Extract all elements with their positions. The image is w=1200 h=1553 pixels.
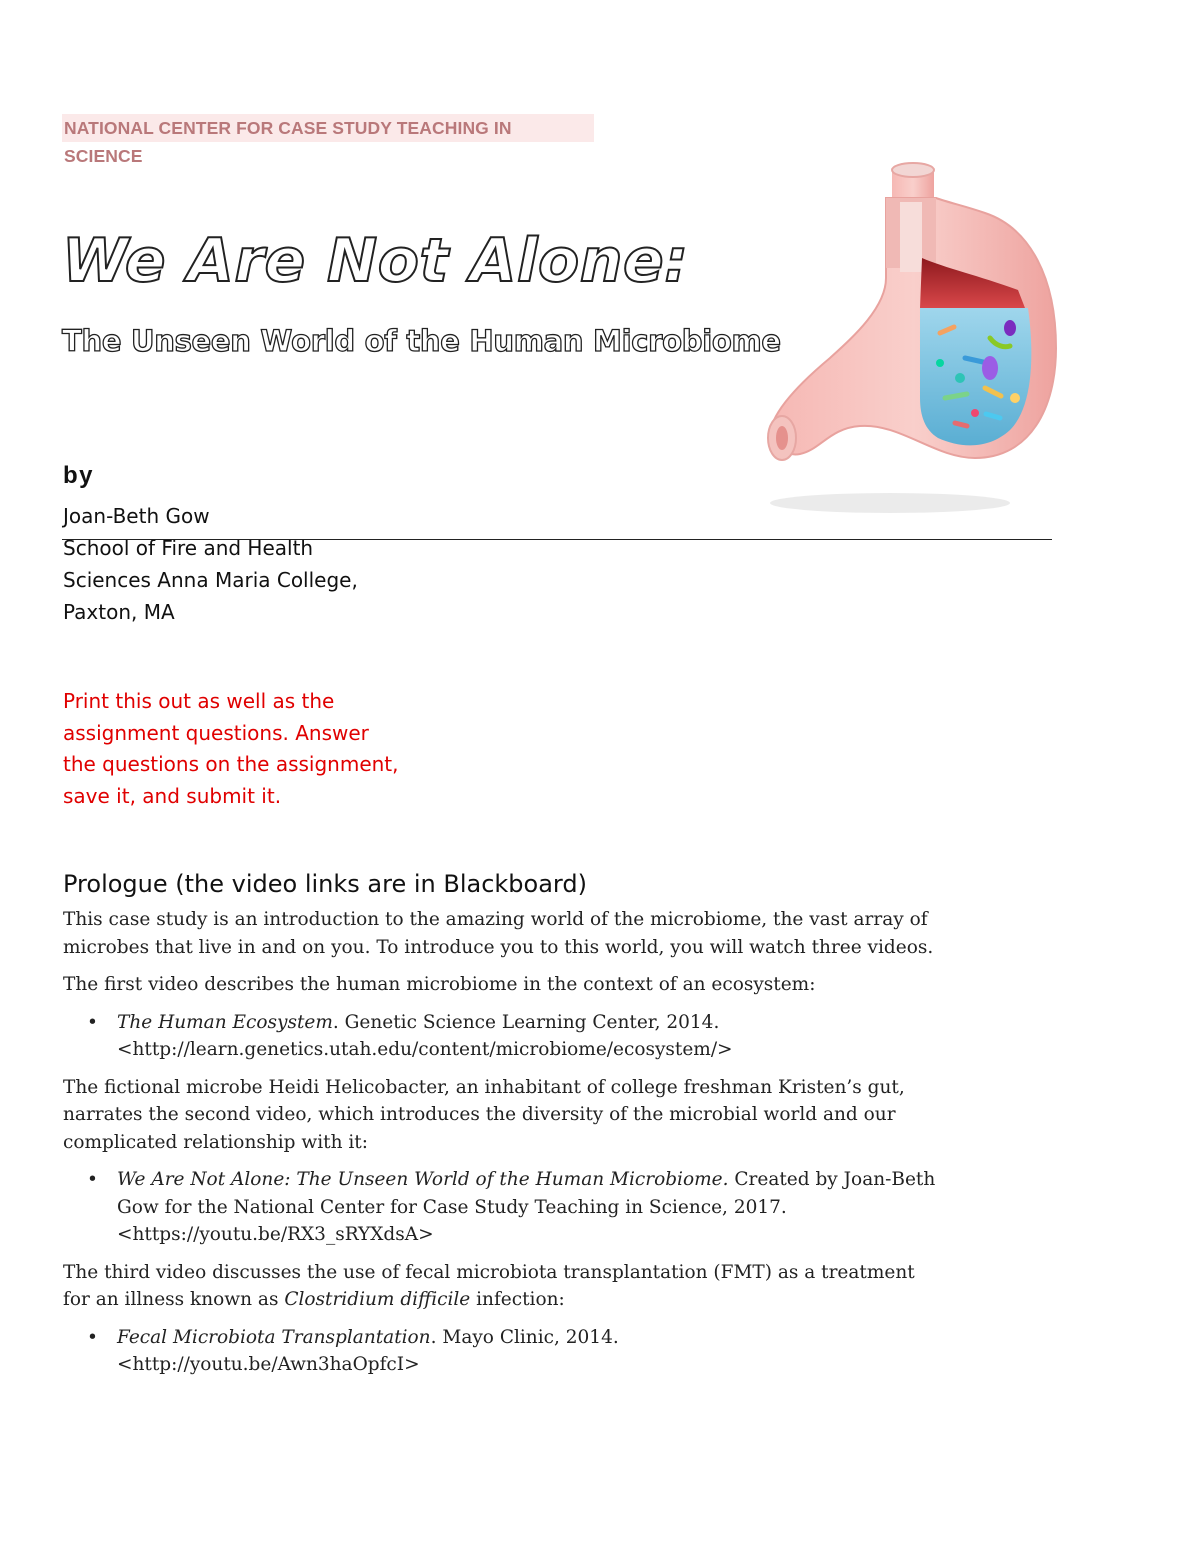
reference-source: . Mayo Clinic, 2014. [430, 1326, 619, 1348]
author-name: Joan-Beth Gow [63, 504, 210, 528]
reference-url[interactable]: <http://learn.genetics.utah.edu/content/microbiome/ecosystem/> [117, 1039, 733, 1060]
text-line: narrates the second video, which introduces the diversity of the microbial world and our [63, 1104, 896, 1125]
instruction-line: assignment questions. Answer [63, 720, 369, 745]
reference-list [63, 1324, 1083, 1379]
text-line: The fictional microbe Heidi Helicobacter, an inhabitant of college freshman Kristen’s gut, [63, 1076, 905, 1098]
instruction-note [63, 686, 463, 812]
document-subtitle: The Unseen World of the Human Microbiome [62, 324, 781, 358]
reference-title: Fecal Microbiota Transplantation [117, 1326, 431, 1348]
text-fragment: infection: [470, 1289, 565, 1310]
instruction-line: the questions on the assignment, [63, 752, 399, 776]
document-title: We Are Not Alone: [62, 226, 689, 296]
reference-source: Created by Joan-Beth [728, 1169, 936, 1190]
text-line [63, 1286, 1083, 1314]
text-line: This case study is an introduction to the amazing world of the microbiome, the vast array of [63, 909, 928, 930]
reference-title: We Are Not Alone: The Unseen World of the Human Microbiome. [117, 1169, 729, 1190]
second-video-intro [63, 1074, 1083, 1157]
third-video-intro [63, 1259, 1083, 1314]
prologue-body [63, 906, 1083, 1389]
instruction-line: save it, and submit it. [63, 783, 282, 808]
bullet-icon: • [87, 1011, 98, 1033]
species-name: Clostridium difficile [284, 1289, 471, 1310]
reference-list [63, 1009, 1083, 1064]
reference-line [117, 1009, 1083, 1037]
organization-header: NATIONAL CENTER FOR CASE STUDY TEACHING IN SCIENCE [62, 114, 594, 142]
reference-item [63, 1166, 1083, 1249]
reference-line [117, 1324, 1083, 1352]
author-affiliation-line: School of Fire and Health [63, 536, 314, 560]
reference-item [63, 1009, 1083, 1064]
reference-url[interactable]: <https://youtu.be/RX3_sRYXdsA> [117, 1224, 434, 1245]
author-affiliation-line: Paxton, MA [63, 600, 175, 624]
prologue-heading: Prologue (the video links are in Blackboard) [63, 870, 587, 898]
reference-list [63, 1166, 1083, 1249]
bullet-icon: • [87, 1169, 98, 1190]
instruction-line: Print this out as well as the [63, 689, 335, 713]
author-affiliation-line: Sciences Anna Maria College, [63, 568, 358, 592]
reference-title: The Human Ecosystem [117, 1011, 333, 1033]
text-line: The third video discusses the use of fecal microbiota transplantation (FMT) as a treatment [63, 1261, 915, 1283]
intro-paragraph [63, 906, 1083, 961]
stomach-microbiome-icon [760, 158, 1060, 518]
text-line: microbes that live in and on you. To introduce you to this world, you will watch three videos. [63, 936, 934, 958]
first-video-intro: The first video describes the human microbiome in the context of an ecosystem: [63, 974, 816, 995]
reference-item [63, 1324, 1083, 1379]
bullet-icon: • [87, 1326, 98, 1348]
reference-source: Gow for the National Center for Case Study Teaching in Science, 2017. [117, 1196, 787, 1218]
text-fragment: for an illness known as [63, 1289, 285, 1310]
horizontal-rule [62, 539, 1052, 540]
reference-url[interactable]: <http://youtu.be/Awn3haOpfcI> [117, 1354, 420, 1375]
text-line: complicated relationship with it: [63, 1131, 368, 1153]
byline-label: by [63, 462, 95, 489]
reference-line [117, 1166, 1083, 1194]
author-block [63, 500, 358, 628]
reference-source: . Genetic Science Learning Center, 2014. [332, 1011, 720, 1033]
